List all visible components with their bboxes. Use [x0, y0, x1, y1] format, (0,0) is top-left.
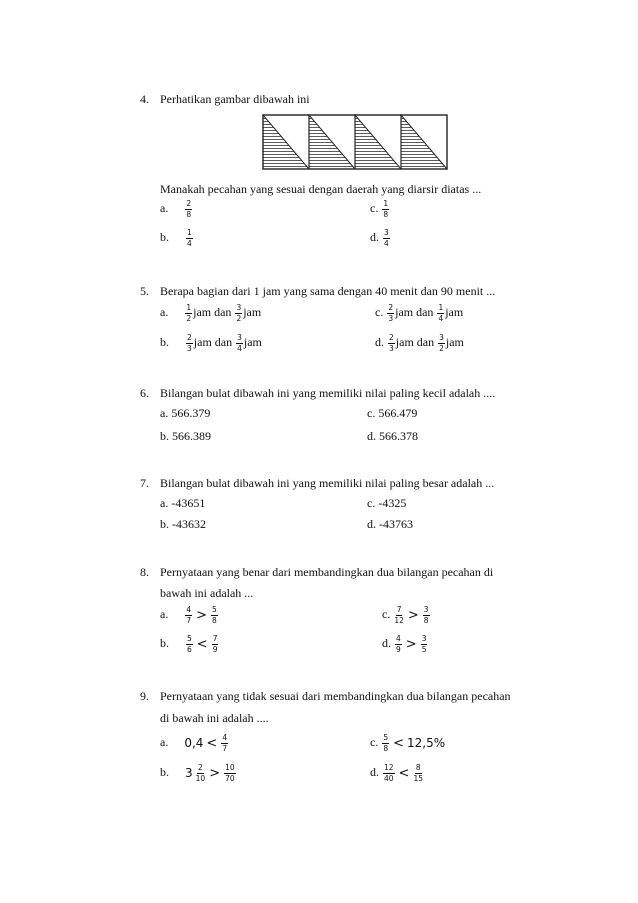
- fraction: [438, 334, 445, 352]
- whole-number: 3: [185, 766, 193, 780]
- fraction: [382, 734, 389, 752]
- shaded-triangles-figure: [262, 114, 448, 170]
- option-text: jam dan: [193, 304, 232, 319]
- numerator: 5: [212, 605, 217, 614]
- denominator: 40: [384, 773, 394, 783]
- question-4-prompt: Manakah pecahan yang sesuai dengan daerah yang diarsir diatas ...: [160, 182, 482, 196]
- q6-option-b: b. 566.389: [160, 429, 211, 443]
- q6-option-d: d. 566.378: [367, 429, 418, 443]
- denominator: 7: [222, 743, 228, 753]
- option-letter: c.: [370, 200, 379, 215]
- q4-option-c: [370, 200, 390, 218]
- option-letter: a.: [160, 606, 169, 621]
- denominator: 6: [187, 644, 192, 654]
- numerator: 8: [415, 763, 421, 772]
- fraction: [383, 764, 395, 782]
- comparison-sign: >: [405, 636, 417, 652]
- option-letter: b.: [160, 764, 169, 779]
- numerator: 1: [438, 303, 444, 312]
- question-6-text: Bilangan bulat dibawah ini yang memiliki nilai paling kecil adalah ....: [160, 386, 496, 400]
- comparison-sign: <: [393, 735, 405, 751]
- denominator: 10: [195, 773, 206, 783]
- option-letter: d.: [370, 229, 379, 244]
- fraction: [236, 334, 243, 352]
- fraction: [388, 334, 395, 352]
- fraction: [185, 304, 192, 322]
- numerator: 2: [388, 303, 394, 312]
- fraction: [185, 200, 192, 218]
- shaded-triangle: [309, 115, 355, 169]
- denominator: 7: [186, 615, 192, 625]
- fraction: [221, 734, 228, 752]
- fraction: [382, 200, 389, 218]
- option-letter: b.: [160, 229, 169, 244]
- q9-option-a: [160, 734, 229, 752]
- q6-option-c: c. 566.479: [367, 406, 418, 420]
- numerator: 2: [187, 333, 192, 342]
- q7-option-b: b. -43632: [160, 517, 206, 531]
- option-letter: d.: [370, 764, 379, 779]
- denominator: 8: [423, 615, 429, 625]
- numerator: 4: [186, 605, 192, 614]
- numerator: 5: [383, 733, 389, 742]
- fraction: [186, 334, 193, 352]
- option-text: jam: [445, 334, 464, 349]
- fraction: [387, 304, 394, 322]
- q9-option-d: [370, 764, 424, 782]
- q5-option-d: [375, 334, 464, 352]
- q5-option-c: [375, 304, 463, 322]
- numerator: 1: [383, 199, 389, 208]
- question-7-text: Bilangan bulat dibawah ini yang memiliki nilai paling besar adalah ...: [160, 476, 495, 490]
- comparison-sign: >: [196, 607, 208, 623]
- q7-option-a: a. -43651: [160, 496, 206, 510]
- question-4-text: Perhatikan gambar dibawah ini: [160, 92, 310, 106]
- denominator: 9: [212, 644, 218, 654]
- shaded-triangle: [355, 115, 401, 169]
- denominator: 3: [187, 343, 192, 353]
- numerator: 3: [237, 333, 242, 342]
- option-text: jam: [243, 334, 262, 349]
- fraction: [196, 764, 206, 782]
- numerator: 7: [396, 605, 402, 614]
- q9-option-c: [370, 734, 445, 752]
- denominator: 4: [187, 238, 192, 248]
- option-value: 0,4: [184, 736, 204, 750]
- question-9-text-line2: di bawah ini adalah ....: [160, 711, 269, 725]
- denominator: 15: [413, 773, 423, 783]
- fraction: [437, 304, 444, 322]
- q8-option-a: [160, 606, 219, 624]
- option-text: jam: [445, 304, 464, 319]
- numerator: 3: [384, 228, 389, 237]
- numerator: 1: [186, 303, 192, 312]
- denominator: 4: [237, 343, 242, 353]
- q8-option-b: [160, 635, 219, 653]
- fraction: [224, 764, 236, 782]
- numerator: 3: [439, 333, 444, 342]
- numerator: 3: [236, 303, 242, 312]
- question-9-number: 9.: [140, 689, 149, 703]
- numerator: 3: [423, 605, 429, 614]
- option-letter: a.: [160, 200, 169, 215]
- denominator: 3: [388, 313, 394, 323]
- numerator: 4: [222, 733, 228, 742]
- question-9-text-line1: Pernyataan yang tidak sesuai dari membandingkan dua bilangan pecahan: [160, 689, 511, 703]
- option-text: jam dan: [395, 304, 434, 319]
- denominator: 9: [396, 644, 401, 654]
- denominator: 70: [225, 773, 235, 783]
- option-letter: d.: [382, 635, 391, 650]
- option-value: 12,5%: [407, 736, 446, 750]
- option-text: jam dan: [193, 334, 233, 349]
- denominator: 3: [389, 343, 394, 353]
- comparison-sign: >: [407, 607, 419, 623]
- denominator: 2: [186, 313, 192, 323]
- q6-option-a: a. 566.379: [160, 406, 211, 420]
- shaded-triangle: [263, 115, 309, 169]
- fraction: [421, 635, 428, 653]
- fraction: [186, 635, 193, 653]
- fraction: [212, 635, 219, 653]
- option-text: jam: [243, 304, 262, 319]
- fraction: [186, 229, 193, 247]
- denominator: 2: [236, 313, 242, 323]
- shaded-triangle: [401, 115, 447, 169]
- denominator: 4: [438, 313, 444, 323]
- q5-option-a: [160, 304, 261, 322]
- q7-option-d: d. -43763: [367, 517, 413, 531]
- numerator: 12: [384, 763, 394, 772]
- fraction: [394, 606, 404, 624]
- q4-option-d: [370, 229, 391, 247]
- question-4-number: 4.: [140, 92, 149, 106]
- denominator: 8: [383, 743, 389, 753]
- question-8-text-line1: Pernyataan yang benar dari membandingkan dua bilangan pecahan di: [160, 565, 494, 579]
- fraction: [383, 229, 390, 247]
- option-letter: a.: [160, 304, 169, 319]
- denominator: 8: [212, 615, 217, 625]
- q8-option-d: [382, 635, 428, 653]
- question-6-number: 6.: [140, 386, 149, 400]
- comparison-sign: <: [398, 765, 410, 781]
- fraction: [235, 304, 242, 322]
- option-text: jam dan: [395, 334, 435, 349]
- denominator: 8: [186, 209, 192, 219]
- option-letter: c.: [370, 734, 379, 749]
- fraction: [413, 764, 423, 782]
- question-7-number: 7.: [140, 476, 149, 490]
- q9-option-b: [160, 764, 237, 782]
- denominator: 12: [394, 615, 404, 625]
- option-letter: d.: [375, 334, 384, 349]
- fraction: [185, 606, 192, 624]
- denominator: 8: [383, 209, 389, 219]
- fraction: [423, 606, 430, 624]
- numerator: 3: [421, 634, 427, 643]
- option-letter: b.: [160, 334, 169, 349]
- q5-option-b: [160, 334, 262, 352]
- q4-option-a: [160, 200, 193, 218]
- numerator: 2: [389, 333, 394, 342]
- numerator: 4: [396, 634, 401, 643]
- option-letter: c.: [382, 606, 391, 621]
- q7-option-c: c. -4325: [367, 496, 407, 510]
- denominator: 5: [421, 644, 427, 654]
- question-8-text-line2: bawah ini adalah ...: [160, 586, 254, 600]
- denominator: 4: [384, 238, 389, 248]
- option-letter: a.: [160, 734, 169, 749]
- option-letter: c.: [375, 304, 384, 319]
- question-8-number: 8.: [140, 565, 149, 579]
- numerator: 10: [225, 763, 235, 772]
- question-5-text: Berapa bagian dari 1 jam yang sama dengan 40 menit dan 90 menit ...: [160, 284, 496, 298]
- denominator: 2: [439, 343, 444, 353]
- comparison-sign: >: [209, 765, 221, 781]
- fraction: [211, 606, 218, 624]
- option-letter: b.: [160, 635, 169, 650]
- comparison-sign: <: [196, 636, 208, 652]
- fraction: [395, 635, 402, 653]
- numerator: 5: [187, 634, 192, 643]
- numerator: 7: [212, 634, 218, 643]
- q8-option-c: [382, 606, 431, 624]
- numerator: 2: [186, 199, 192, 208]
- question-5-number: 5.: [140, 284, 149, 298]
- q4-option-b: [160, 229, 194, 247]
- numerator: 2: [198, 763, 203, 772]
- numerator: 1: [187, 228, 192, 237]
- comparison-sign: <: [206, 735, 218, 751]
